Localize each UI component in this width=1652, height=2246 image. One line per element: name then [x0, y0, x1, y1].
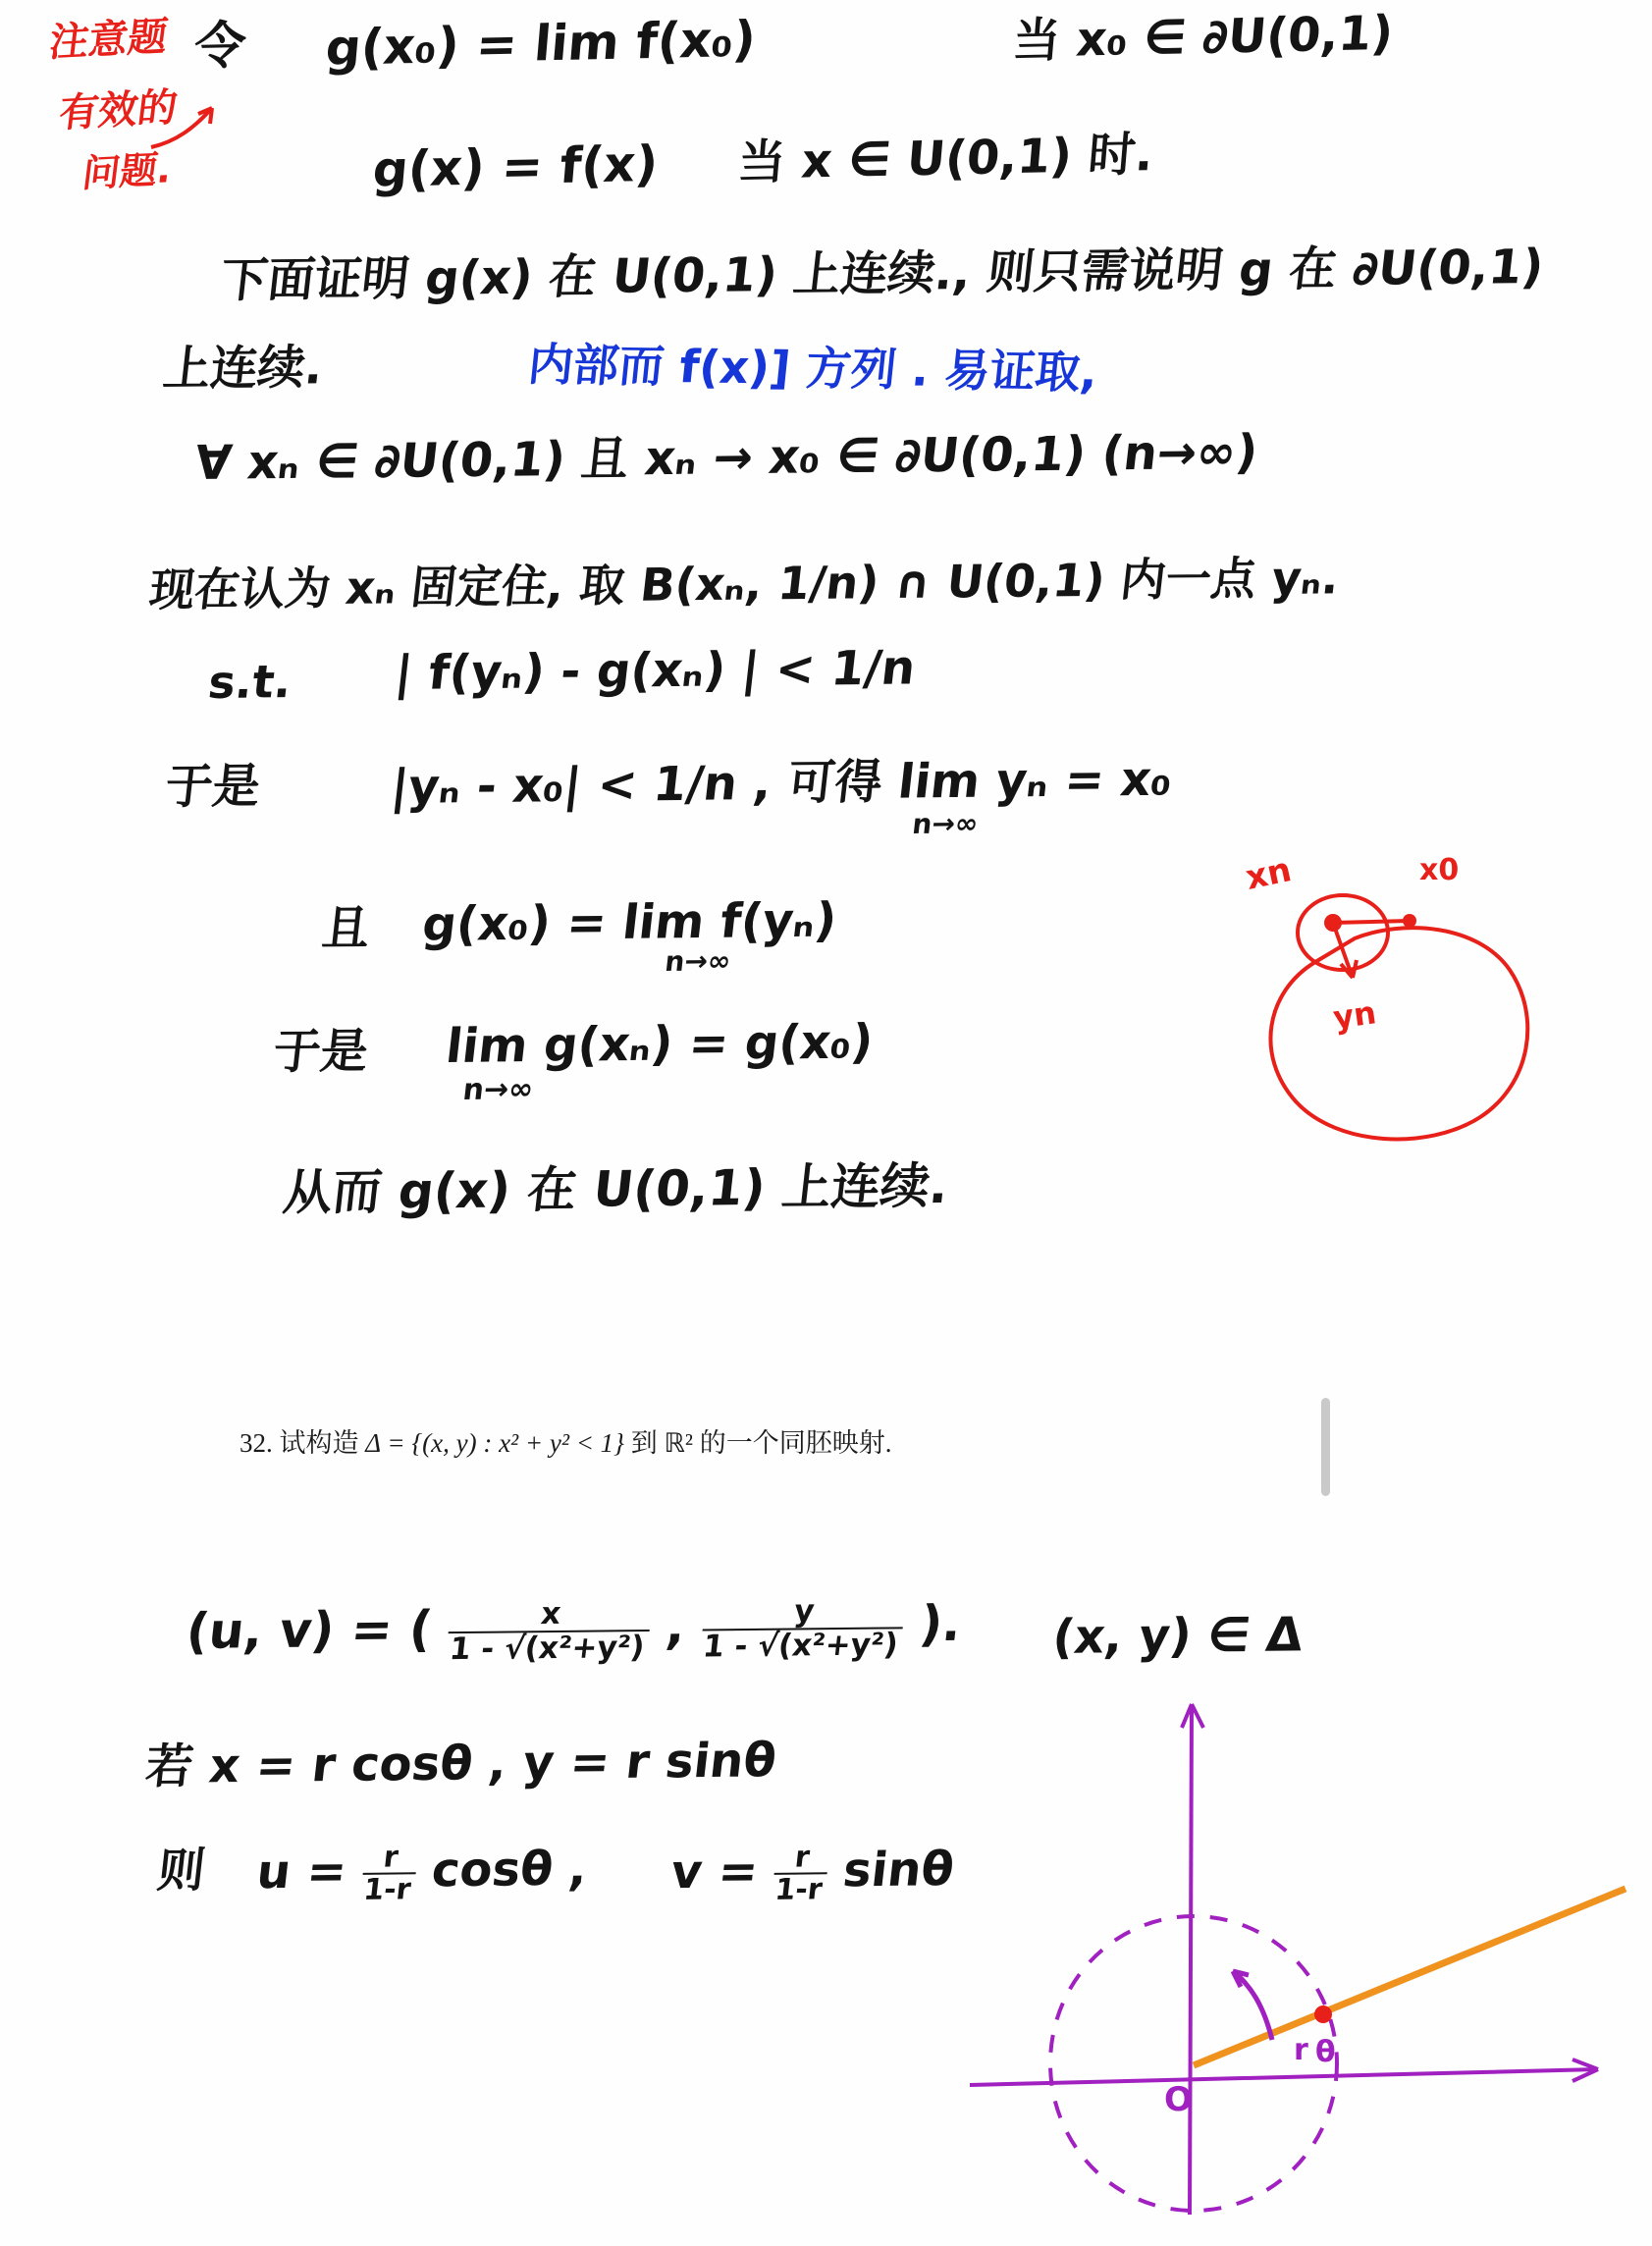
proof-line7-label: s.t. — [205, 655, 294, 710]
solution2-line3-label: 则 — [154, 1843, 208, 1899]
problem-text-middle: 到 — [630, 1428, 658, 1458]
solution2-comma: , — [663, 1597, 689, 1655]
blue-inline-note: 内部而 f(x)] 方列 . 易证取, — [525, 338, 1100, 400]
problem-text-after: 的一个同胚映射. — [699, 1428, 892, 1458]
solution2-line1-close: ). — [917, 1594, 965, 1653]
red-note-arrow-icon — [147, 98, 226, 167]
angle-label: θ — [1315, 2035, 1336, 2069]
fraction-u2-numerator: r — [362, 1842, 418, 1875]
label-xn-outer: xn — [1242, 850, 1296, 898]
fraction-v2-denominator: 1-r — [773, 1872, 825, 1908]
proof-line9-limit-subscript: n→∞ — [663, 944, 733, 979]
proof-line2-definition: g(x) = f(x) — [370, 134, 661, 199]
proof-line1-definition — [323, 10, 759, 78]
fraction-v-numerator: y — [702, 1594, 906, 1631]
solution2-line3-u — [253, 1840, 590, 1906]
problem-number: 32. — [240, 1428, 273, 1458]
problem-text-before: 试构造 — [279, 1428, 359, 1458]
red-margin-note-line1: 注意题 — [46, 14, 171, 67]
solution2-line1 — [183, 1594, 965, 1668]
proof-line10: lim g(xₙ) = g(x₀) — [443, 1014, 877, 1075]
proof-line3: 下面证明 g(x) 在 U(0,1) 上连续., 则只需说明 g 在 ∂U(0,1) — [217, 239, 1547, 309]
solution2-line1-lhs: (u, v) = ( — [183, 1600, 436, 1661]
proof-line5: ∀ xₙ ∈ ∂U(0,1) 且 xₙ → x₀ ∈ ∂U(0,1) (n→∞) — [191, 424, 1261, 492]
problem-set-definition: Δ = {(x, y) : x² + y² < 1} — [365, 1428, 624, 1458]
printed-problem-32 — [240, 1421, 891, 1460]
fraction-v-denominator: 1 - √(x²+y²) — [701, 1626, 900, 1665]
fraction-r-over-1-minus-r-u — [359, 1840, 419, 1908]
proof-line4: 上连续. — [160, 340, 327, 398]
solution2-u-lhs: u = — [253, 1844, 350, 1900]
label-x0: x0 — [1419, 853, 1460, 887]
fraction-u-denominator: 1 - √(x²+y²) — [448, 1629, 647, 1667]
fraction-v2-numerator: r — [773, 1842, 829, 1875]
label-yn: yn — [1330, 993, 1379, 1037]
solution2-v-rhs: sinθ — [840, 1842, 957, 1898]
proof-line1-gx0: g(x₀) = lim f(x₀) — [323, 10, 759, 78]
radius-label: r — [1294, 2033, 1308, 2067]
proof-line11: 从而 g(x) 在 U(0,1) 上连续. — [280, 1156, 952, 1222]
fraction-u2-denominator: 1-r — [361, 1872, 413, 1908]
fraction-r-over-1-minus-r-v — [771, 1840, 830, 1908]
proof-line7: | f(yₙ) - g(xₙ) | < 1/n — [392, 640, 919, 702]
fraction-u-numerator: x — [449, 1597, 653, 1633]
red-margin-note-line3: 问题. — [80, 146, 175, 196]
proof-line8-limit-subscript: n→∞ — [910, 807, 981, 841]
proof-line10-limit-subscript: n→∞ — [460, 1072, 536, 1108]
point-on-circle — [1314, 2005, 1332, 2023]
proof-line8: |yₙ - x₀| < 1/n , 可得 lim yₙ = x₀ — [388, 751, 1175, 816]
proof-line2-condition: 当 x ∈ U(0,1) 时. — [735, 127, 1156, 191]
proof-line9-label: 且 — [319, 900, 373, 957]
vertical-axis — [1190, 1704, 1192, 2215]
solution2-line1-condition: (x, y) ∈ Δ — [1049, 1607, 1306, 1666]
proof-line9: g(x₀) = lim f(yₙ) — [419, 892, 840, 953]
scrollbar-thumb[interactable] — [1321, 1398, 1330, 1496]
solution2-line2: 若 x = r cosθ , y = r sinθ — [142, 1733, 779, 1795]
proof-line6: 现在认为 xₙ 固定住, 取 B(xₙ, 1/n) ∩ U(0,1) 内一点 yₙ. — [146, 551, 1343, 617]
proof-line8-label: 于是 — [162, 758, 263, 816]
orange-ray — [1194, 1889, 1625, 2065]
proof-line1-left: 令 — [191, 16, 248, 78]
problem-codomain: ℝ² — [664, 1428, 693, 1458]
red-blob-figure — [1227, 844, 1580, 1168]
proof-line10-label: 于是 — [270, 1023, 371, 1081]
solution2-v-lhs: v = — [667, 1844, 762, 1900]
solution2-line3-v — [667, 1841, 957, 1907]
horizontal-axis — [970, 2069, 1598, 2085]
fraction-u — [445, 1597, 653, 1665]
origin-label: O — [1164, 2080, 1193, 2119]
axes-figure — [962, 1684, 1649, 2244]
solution2-u-rhs: cosθ , — [429, 1841, 591, 1898]
fraction-v — [698, 1593, 906, 1665]
red-margin-note-line2: 有效的 — [56, 84, 181, 137]
proof-line1-condition: 当 x₀ ∈ ∂U(0,1) — [1010, 5, 1396, 70]
